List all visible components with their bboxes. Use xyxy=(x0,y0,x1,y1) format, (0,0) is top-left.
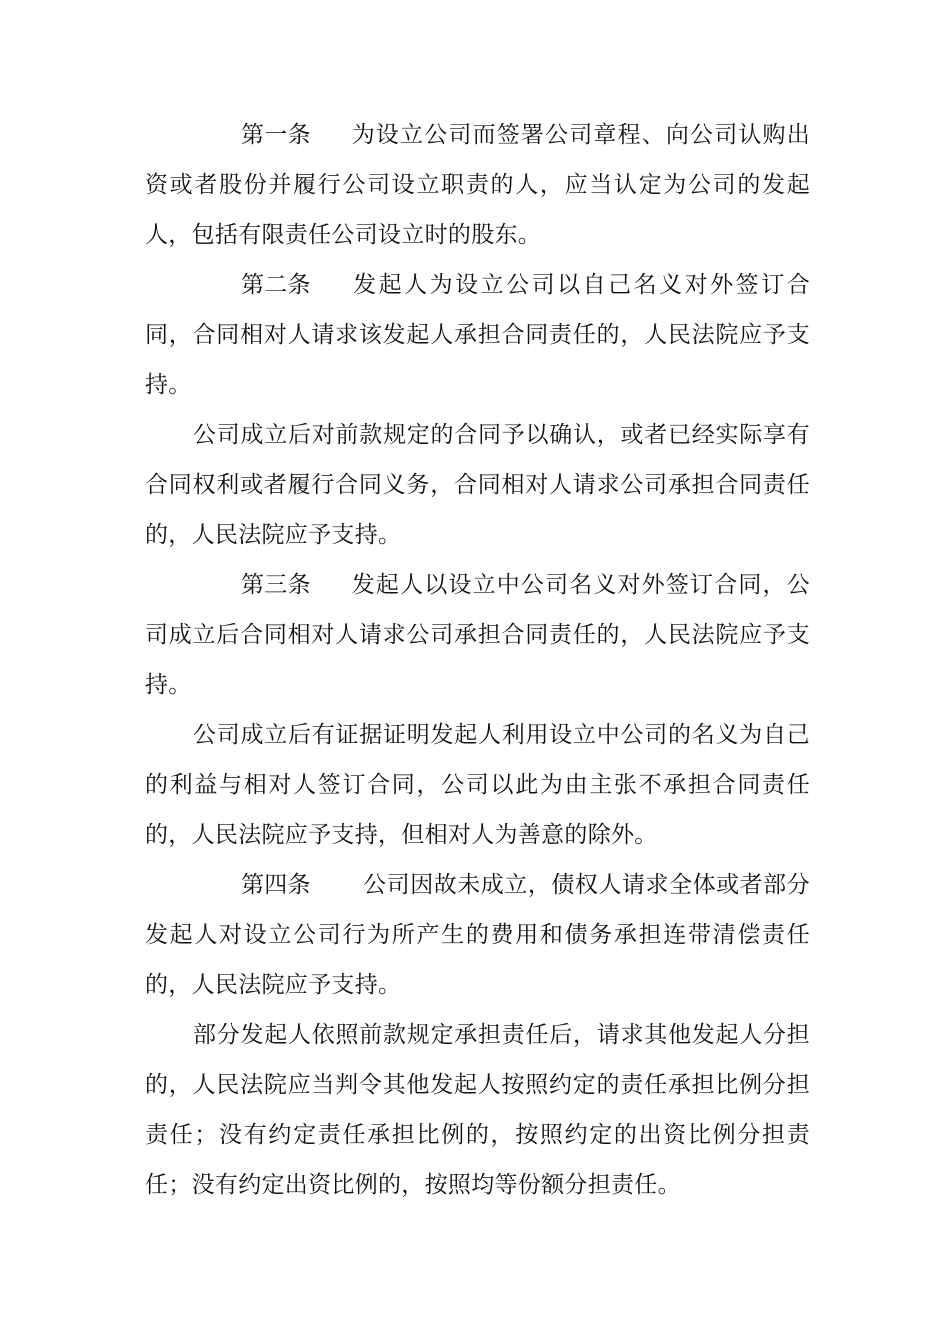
article-2-clause-2-paragraph xyxy=(145,410,810,560)
article-3-number: 第三条 xyxy=(241,572,311,598)
article-2-clause-2-text: 公司成立后对前款规定的合同予以确认，或者已经实际享有合同权利或者履行合同义务，合同相对人请求公司承担合同责任的，人民法院应予支持。 xyxy=(145,422,810,548)
article-3-clause-2-paragraph xyxy=(145,710,810,860)
article-4-text: 公司因故未成立，债权人请求全体或者部分发起人对设立公司行为所产生的费用和债务承担连带清偿责任的，人民法院应予支持。 xyxy=(145,872,810,998)
article-2-number: 第二条 xyxy=(241,272,311,298)
article-4-clause-2-paragraph xyxy=(145,1010,810,1210)
article-3-paragraph xyxy=(145,560,810,710)
article-3-clause-2-text: 公司成立后有证据证明发起人利用设立中公司的名义为自己的利益与相对人签订合同，公司以此为由主张不承担合同责任的，人民法院应予支持，但相对人为善意的除外。 xyxy=(145,722,810,848)
document-body xyxy=(145,110,810,1210)
article-1-number: 第一条 xyxy=(241,122,311,148)
article-2-paragraph xyxy=(145,260,810,410)
article-2-text: 发起人为设立公司以自己名义对外签订合同，合同相对人请求该发起人承担合同责任的，人民法院应予支持。 xyxy=(145,272,810,398)
article-1-paragraph xyxy=(145,110,810,260)
article-4-clause-2-text: 部分发起人依照前款规定承担责任后，请求其他发起人分担的，人民法院应当判令其他发起人按照约定的责任承担比例分担责任；没有约定责任承担比例的，按照约定的出资比例分担责任；没有约定出资比例的，按照均等份额分担责任。 xyxy=(145,1022,810,1198)
article-3-text: 发起人以设立中公司名义对外签订合同，公司成立后合同相对人请求公司承担合同责任的，人民法院应予支持。 xyxy=(145,572,810,698)
article-4-paragraph xyxy=(145,860,810,1010)
article-4-number: 第四条 xyxy=(241,872,311,898)
article-1-text: 为设立公司而签署公司章程、向公司认购出资或者股份并履行公司设立职责的人，应当认定为公司的发起人，包括有限责任公司设立时的股东。 xyxy=(145,122,810,248)
